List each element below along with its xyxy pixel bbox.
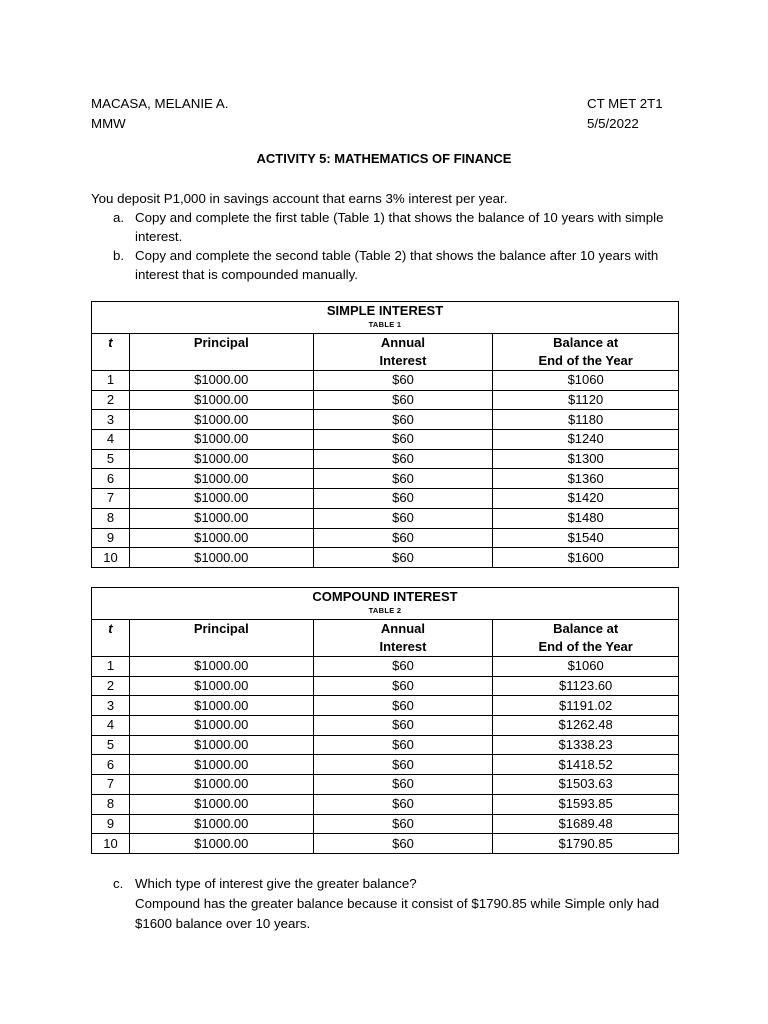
header-annual-interest (313, 620, 493, 657)
cell-t: 3 (92, 696, 130, 716)
question-body (113, 874, 693, 934)
header-line: Annual (380, 621, 425, 636)
table-body (92, 657, 679, 854)
header-line: Balance at (553, 335, 619, 350)
section-info (587, 94, 663, 133)
cell-principal: $1000.00 (129, 657, 313, 677)
cell-annual-interest: $60 (313, 834, 493, 854)
cell-principal: $1000.00 (129, 449, 313, 469)
table-row (92, 696, 679, 716)
header-line: End of the Year (538, 639, 633, 654)
cell-principal: $1000.00 (129, 696, 313, 716)
cell-principal: $1000.00 (129, 469, 313, 489)
cell-t: 8 (92, 508, 130, 528)
cell-balance: $1180 (493, 410, 679, 430)
cell-t: 2 (92, 676, 130, 696)
question-marker: c. (113, 876, 124, 891)
cell-t: 9 (92, 814, 130, 834)
submission-date: 5/5/2022 (587, 115, 639, 131)
cell-balance: $1123.60 (493, 676, 679, 696)
cell-t: 4 (92, 716, 130, 736)
cell-principal: $1000.00 (129, 410, 313, 430)
cell-balance: $1480 (493, 508, 679, 528)
header-t: t (92, 334, 130, 371)
table-row (92, 390, 679, 410)
header-principal: Principal (129, 334, 313, 371)
instruction-item (91, 246, 691, 284)
table-number: TABLE 1 (368, 320, 402, 329)
cell-principal: $1000.00 (129, 489, 313, 509)
cell-annual-interest: $60 (313, 449, 493, 469)
table-row (92, 449, 679, 469)
table-row (92, 528, 679, 548)
header-line: Balance at (553, 621, 619, 636)
cell-balance: $1418.52 (493, 755, 679, 775)
simple-interest-table (91, 301, 679, 568)
table-title: SIMPLE INTEREST (326, 303, 444, 318)
cell-t: 8 (92, 794, 130, 814)
problem-statement (91, 189, 691, 284)
problem-text: You deposit P1,000 in savings account that earns 3% interest per year. (91, 191, 508, 206)
cell-annual-interest: $60 (313, 528, 493, 548)
cell-t: 1 (92, 371, 130, 391)
cell-t: 5 (92, 449, 130, 469)
cell-balance: $1300 (493, 449, 679, 469)
cell-t: 10 (92, 548, 130, 568)
cell-balance: $1600 (493, 548, 679, 568)
cell-principal: $1000.00 (129, 735, 313, 755)
course-code: MMW (91, 115, 126, 131)
section-code: CT MET 2T1 (587, 96, 663, 111)
cell-balance: $1360 (493, 469, 679, 489)
cell-annual-interest: $60 (313, 794, 493, 814)
cell-annual-interest: $60 (313, 371, 493, 391)
cell-principal: $1000.00 (129, 775, 313, 795)
cell-principal: $1000.00 (129, 794, 313, 814)
table-caption (92, 588, 679, 620)
answer-text: Compound has the greater balance because it consist of $1790.85 while Simple only had $1600 balance over 10 years. (135, 896, 660, 931)
cell-annual-interest: $60 (313, 775, 493, 795)
instruction-item (91, 208, 691, 246)
cell-principal: $1000.00 (129, 371, 313, 391)
cell-balance: $1060 (493, 371, 679, 391)
cell-annual-interest: $60 (313, 489, 493, 509)
cell-annual-interest: $60 (313, 716, 493, 736)
cell-balance: $1240 (493, 430, 679, 450)
table-row (92, 794, 679, 814)
cell-principal: $1000.00 (129, 508, 313, 528)
cell-t: 6 (92, 755, 130, 775)
cell-balance: $1338.23 (493, 735, 679, 755)
cell-annual-interest: $60 (313, 410, 493, 430)
table-row (92, 657, 679, 677)
instruction-text: Copy and complete the first table (Table 1) that shows the balance of 10 years with simple interest. (135, 210, 664, 244)
table-title: COMPOUND INTEREST (312, 589, 458, 604)
header-line: End of the Year (538, 353, 633, 368)
header-principal: Principal (129, 620, 313, 657)
page-title: ACTIVITY 5: MATHEMATICS OF FINANCE (256, 151, 512, 166)
table-row (92, 716, 679, 736)
cell-principal: $1000.00 (129, 528, 313, 548)
cell-principal: $1000.00 (129, 390, 313, 410)
cell-t: 6 (92, 469, 130, 489)
cell-principal: $1000.00 (129, 814, 313, 834)
instruction-list (91, 208, 691, 284)
cell-t: 10 (92, 834, 130, 854)
cell-annual-interest: $60 (313, 430, 493, 450)
table-row (92, 410, 679, 430)
cell-t: 9 (92, 528, 130, 548)
student-name: MACASA, MELANIE A. (91, 96, 229, 111)
cell-annual-interest: $60 (313, 657, 493, 677)
table-row (92, 676, 679, 696)
instruction-text: Copy and complete the second table (Table 2) that shows the balance after 10 years with interest that is compounded manually. (135, 248, 659, 282)
cell-balance: $1262.48 (493, 716, 679, 736)
table-row (92, 755, 679, 775)
header-annual-interest (313, 334, 493, 371)
header-balance (493, 620, 679, 657)
table-row (92, 508, 679, 528)
cell-balance: $1060 (493, 657, 679, 677)
cell-annual-interest: $60 (313, 814, 493, 834)
header-t: t (92, 620, 130, 657)
table-body (92, 371, 679, 568)
cell-t: 4 (92, 430, 130, 450)
question-text: Which type of interest give the greater balance? (135, 876, 417, 891)
cell-balance: $1689.48 (493, 814, 679, 834)
cell-annual-interest: $60 (313, 696, 493, 716)
compound-interest-table (91, 587, 679, 854)
cell-balance: $1540 (493, 528, 679, 548)
table-row (92, 371, 679, 391)
cell-principal: $1000.00 (129, 676, 313, 696)
table-caption (92, 302, 679, 334)
cell-t: 7 (92, 775, 130, 795)
header-line: Annual (380, 335, 425, 350)
cell-t: 3 (92, 410, 130, 430)
cell-principal: $1000.00 (129, 755, 313, 775)
cell-balance: $1420 (493, 489, 679, 509)
header-line: Interest (379, 353, 427, 368)
instruction-marker: b. (113, 248, 125, 263)
cell-t: 1 (92, 657, 130, 677)
cell-annual-interest: $60 (313, 755, 493, 775)
table-row (92, 775, 679, 795)
cell-principal: $1000.00 (129, 834, 313, 854)
table-row (92, 489, 679, 509)
cell-balance: $1503.63 (493, 775, 679, 795)
cell-principal: $1000.00 (129, 716, 313, 736)
question-c (113, 874, 693, 934)
table-row (92, 430, 679, 450)
table-row (92, 469, 679, 489)
cell-annual-interest: $60 (313, 390, 493, 410)
cell-annual-interest: $60 (313, 735, 493, 755)
cell-balance: $1120 (493, 390, 679, 410)
header-line: Interest (379, 639, 427, 654)
cell-balance: $1593.85 (493, 794, 679, 814)
cell-balance: $1191.02 (493, 696, 679, 716)
instruction-marker: a. (113, 210, 125, 225)
table-row (92, 548, 679, 568)
cell-annual-interest: $60 (313, 508, 493, 528)
cell-annual-interest: $60 (313, 676, 493, 696)
cell-principal: $1000.00 (129, 548, 313, 568)
cell-t: 2 (92, 390, 130, 410)
cell-t: 5 (92, 735, 130, 755)
table-header-row (92, 334, 679, 371)
header-balance (493, 334, 679, 371)
cell-annual-interest: $60 (313, 548, 493, 568)
cell-balance: $1790.85 (493, 834, 679, 854)
table-header-row (92, 620, 679, 657)
table-row (92, 834, 679, 854)
cell-annual-interest: $60 (313, 469, 493, 489)
cell-t: 7 (92, 489, 130, 509)
student-info (91, 94, 228, 133)
table-row (92, 735, 679, 755)
table-number: TABLE 2 (368, 606, 402, 615)
cell-principal: $1000.00 (129, 430, 313, 450)
table-row (92, 814, 679, 834)
